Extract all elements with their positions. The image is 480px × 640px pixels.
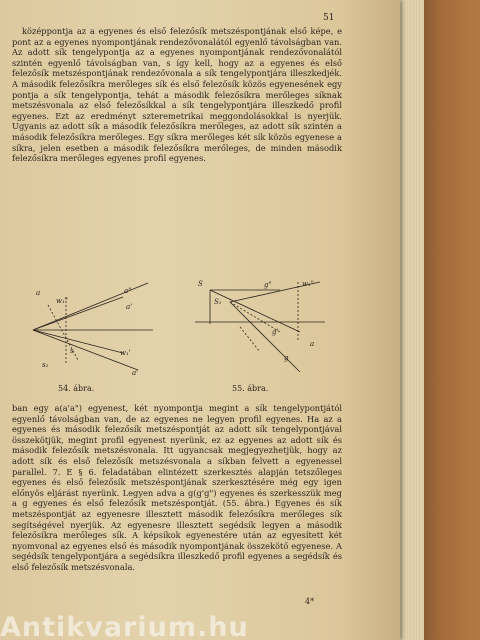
svg-text:w₁': w₁' <box>120 349 131 357</box>
figure-55 <box>190 272 330 380</box>
svg-text:S₁: S₁ <box>214 298 222 306</box>
figure-54 <box>28 275 158 380</box>
svg-text:g: g <box>284 354 289 362</box>
figure-54-caption: 54. ábra. <box>58 384 95 393</box>
svg-text:a: a <box>310 340 315 348</box>
svg-text:w₁": w₁" <box>302 280 315 288</box>
svg-text:S: S <box>198 280 203 288</box>
svg-text:s₂: s₂ <box>42 361 49 369</box>
svg-text:s: s <box>70 347 74 355</box>
svg-text:a': a' <box>132 369 139 377</box>
paragraph-3: ban egy a(a'a") egyenest, két nyompontja megint a sík tengelypontjától egyenlő távolságban van, de az egyenes ne legyen profil egyenes. Ha az a egyenes és második felezősík metszéspontját az adott sík tengelypontjával összekötjük, megint profil egyenest nyerünk, ez az egyenes az adott sík és második felezősík metszésvonala. Itt ugyancsak megjegyezhetjük, hogy az adott sík és első felezősík metszésvonala a síkban felvett a egyenessel parallel. 7. E § 6. feladatában elintézett szerkesztés alapján tetszőleges egyenes és első felezősík metszéspontjának szerkesztésére még egy igen előnyös eljárást nyerünk. Legyen adva a g(g'g") egyenes és szerkesszük meg a g egyenes és első felezősík metszéspontját. (55. ábra.) Egyenes és sík metszéspontját az egyenesre illesztett második felezősíkra merőleges sík segítségével nyerjük. Az egyenesre illesztett segédsík legyen a második felezősíkra merőleges sík. A képsíkok egyenestére után az egyesített két nyomvonal az egyenes első és második nyompontjának összekötő egyenese. A segédsík tengelypontjára a segédsíkra illeszkedő profil egyenes a segédsík és első felezősík metszésvonala. <box>12 403 342 572</box>
watermark: Antikvarium.hu <box>0 612 249 640</box>
paragraph-1: középpontja az a egyenes és első felezősík metszéspontjának első képe, e pont az a egyenes nyompontjának rendezővonalától egyenlő távolságban van. Az adott sík tengelypontja az a egyenes nyompontjának rendezővonalától szintén egyenlő távolságban van, s így kell, hogy az a egyenes és első felezősík metszéspontjának rendezővonala a sík tengelypontjára illeszkedjék. A második felezősíkra merőleges sík és első felezősík közös egyenesének egy pontja a sík tengelypontja, tehát a második felezősíkra merőleges síknak metszésvonala az első felezősíkkal a sík tengelypontjára illeszkedő profil egyenes. Ezt az eredményt szteremetrikai meggondolásokkal is nyerjük. Ugyanis az adott sík a második felezősíkra merőleges, az adott sík szintén a második felezősíkra merőleges. Egy síkra merőleges két sík közös egyenese a síkra, jelen esetben a második felezősíkra merőleges, de minden második felezősíkra merőleges egyenes profil egyenes. <box>12 26 342 164</box>
signature-mark: 4* <box>305 597 315 606</box>
svg-text:a": a" <box>124 287 132 295</box>
page-edges <box>398 0 424 640</box>
svg-text:g": g" <box>264 281 272 289</box>
svg-text:w₁": w₁" <box>56 297 69 305</box>
svg-text:a: a <box>36 289 41 297</box>
book-cover-edge <box>424 0 480 640</box>
figure-55-caption: 55. ábra. <box>232 384 269 393</box>
svg-text:a': a' <box>126 303 133 311</box>
svg-text:g': g' <box>272 328 279 336</box>
page-number: 51 <box>323 13 335 23</box>
